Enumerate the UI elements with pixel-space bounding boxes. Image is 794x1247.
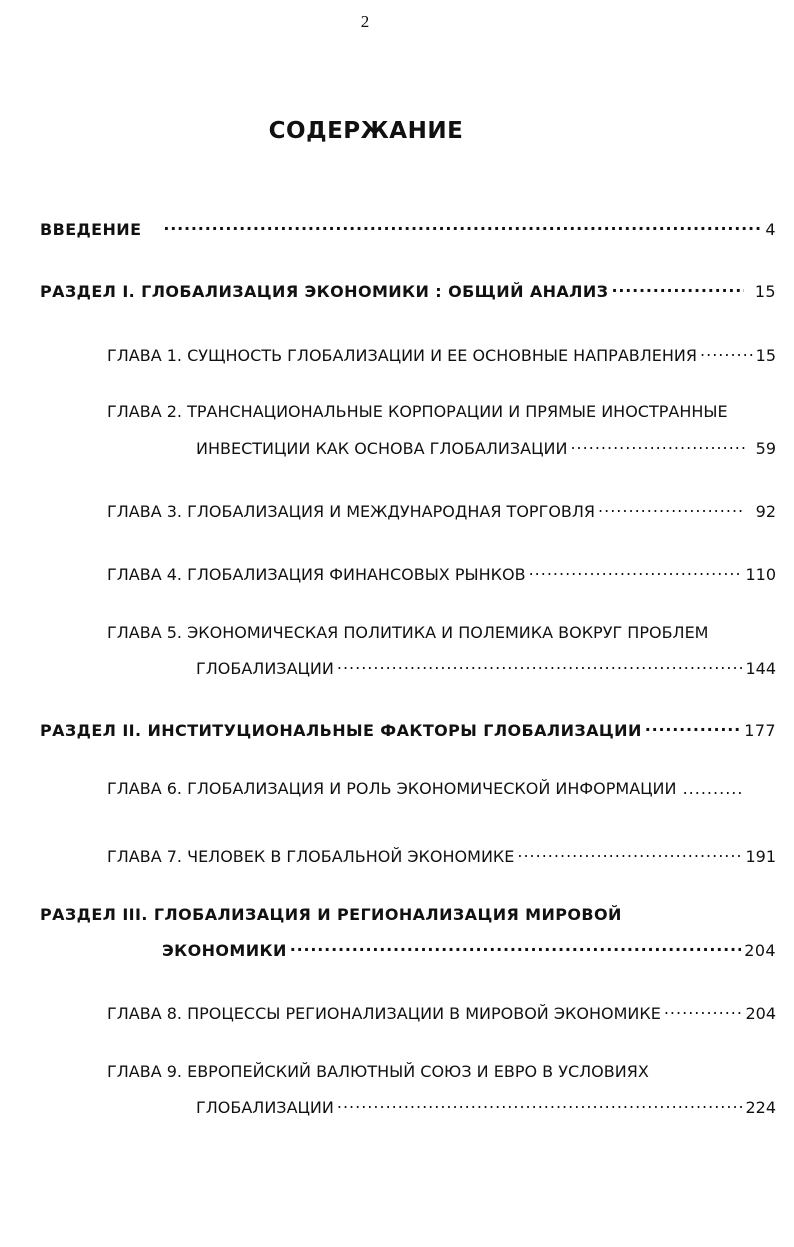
- dot-leader: ..........: [676, 779, 744, 798]
- page-number: 2: [360, 12, 370, 31]
- toc-page-number: 110: [745, 565, 776, 584]
- page-title: СОДЕРЖАНИЕ: [268, 118, 464, 144]
- toc-entry-introduction[interactable]: [40, 215, 776, 240]
- dot-leader: [700, 341, 753, 361]
- toc-page-number: 15: [754, 282, 776, 301]
- toc-entry-label: ГЛОБАЛИЗАЦИИ: [196, 659, 334, 678]
- toc-page-number: 144: [745, 659, 776, 678]
- dot-leader: [290, 936, 741, 956]
- toc-entry-label: ВВЕДЕНИЕ: [40, 220, 142, 239]
- toc-chapter-5-line-1[interactable]: ГЛАВА 5. ЭКОНОМИЧЕСКАЯ ПОЛИТИКА И ПОЛЕМИКА ВОКРУГ ПРОБЛЕМ: [107, 623, 709, 642]
- dot-leader: [337, 1093, 743, 1113]
- dot-leader: [645, 716, 742, 736]
- toc-entry-label: ИНВЕСТИЦИИ КАК ОСНОВА ГЛОБАЛИЗАЦИИ: [196, 439, 568, 458]
- toc-entry-label: ГЛАВА 1. СУЩНОСТЬ ГЛОБАЛИЗАЦИИ И ЕЕ ОСНОВНЫЕ НАПРАВЛЕНИЯ: [107, 346, 698, 365]
- dot-leader: [517, 842, 742, 862]
- dot-leader: [664, 999, 743, 1019]
- toc-section-1[interactable]: [40, 277, 776, 302]
- toc-entry-label: ГЛАВА 3. ГЛОБАЛИЗАЦИЯ И МЕЖДУНАРОДНАЯ ТОРГОВЛЯ: [107, 502, 596, 521]
- toc-chapter-2[interactable]: [196, 434, 776, 459]
- toc-page-number: 177: [744, 721, 776, 740]
- toc-chapter-9-line-1[interactable]: ГЛАВА 9. ЕВРОПЕЙСКИЙ ВАЛЮТНЫЙ СОЮЗ И ЕВРО В УСЛОВИЯХ: [107, 1062, 649, 1081]
- toc-entry-label: ГЛОБАЛИЗАЦИИ: [196, 1098, 334, 1117]
- toc-entry-label: ГЛАВА 6. ГЛОБАЛИЗАЦИЯ И РОЛЬ ЭКОНОМИЧЕСКОЙ ИНФОРМАЦИИ: [107, 779, 677, 798]
- toc-chapter-2-line-1[interactable]: ГЛАВА 2. ТРАНСНАЦИОНАЛЬНЫЕ КОРПОРАЦИИ И ПРЯМЫЕ ИНОСТРАННЫЕ: [107, 402, 728, 421]
- toc-entry-label: РАЗДЕЛ II. ИНСТИТУЦИОНАЛЬНЫЕ ФАКТОРЫ ГЛОБАЛИЗАЦИИ: [40, 721, 642, 740]
- toc-page-number: 204: [744, 941, 776, 960]
- dot-leader: [598, 497, 745, 517]
- toc-page-number: 191: [745, 847, 776, 866]
- toc-chapter-5[interactable]: [196, 654, 776, 679]
- toc-chapter-4[interactable]: [107, 560, 776, 585]
- toc-entry-label: ЭКОНОМИКИ: [162, 941, 287, 960]
- toc-page-number: 224: [745, 1098, 776, 1117]
- toc-page-number: 59: [755, 439, 776, 458]
- dot-leader: [163, 215, 762, 235]
- toc-chapter-3[interactable]: [107, 497, 776, 522]
- toc-section-3-line-1[interactable]: РАЗДЕЛ III. ГЛОБАЛИЗАЦИЯ И РЕГИОНАЛИЗАЦИЯ МИРОВОЙ: [40, 905, 622, 924]
- dot-leader: [611, 277, 743, 297]
- dot-leader: [337, 654, 743, 674]
- toc-entry-label: ГЛАВА 4. ГЛОБАЛИЗАЦИЯ ФИНАНСОВЫХ РЫНКОВ: [107, 565, 526, 584]
- toc-page-number: 15: [755, 346, 776, 365]
- dot-leader: [570, 434, 744, 454]
- toc-chapter-1[interactable]: [107, 341, 776, 366]
- dot-leader: [529, 560, 743, 580]
- toc-section-2[interactable]: [40, 716, 776, 741]
- toc-chapter-7[interactable]: [107, 842, 776, 867]
- toc-entry-label: РАЗДЕЛ I. ГЛОБАЛИЗАЦИЯ ЭКОНОМИКИ : ОБЩИЙ АНАЛИЗ: [40, 282, 609, 301]
- toc-chapter-8[interactable]: [107, 999, 776, 1024]
- toc-entry-label: ГЛАВА 7. ЧЕЛОВЕК В ГЛОБАЛЬНОЙ ЭКОНОМИКЕ: [107, 847, 515, 866]
- toc-chapter-6[interactable]: [107, 779, 743, 799]
- toc-page-number: 92: [755, 502, 776, 521]
- toc-page-number: 204: [745, 1004, 776, 1023]
- toc-chapter-9[interactable]: [196, 1093, 776, 1118]
- toc-section-3[interactable]: [162, 936, 776, 961]
- toc-entry-label: ГЛАВА 8. ПРОЦЕССЫ РЕГИОНАЛИЗАЦИИ В МИРОВОЙ ЭКОНОМИКЕ: [107, 1004, 661, 1023]
- toc-page-number: 4: [765, 220, 776, 239]
